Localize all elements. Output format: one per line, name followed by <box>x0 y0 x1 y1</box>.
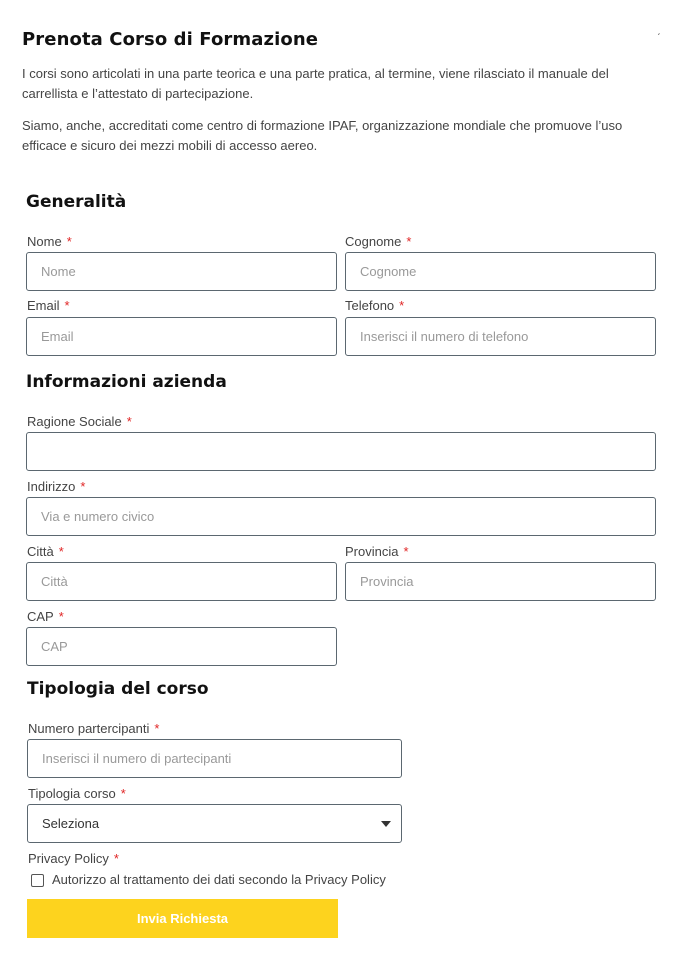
citta-input[interactable]: Città <box>26 562 337 601</box>
required-marker: * <box>120 786 126 801</box>
required-marker: * <box>154 721 160 736</box>
section-title-azienda: Informazioni azienda <box>26 372 227 392</box>
required-marker: * <box>113 851 119 866</box>
tipologia-corso-select[interactable] <box>27 804 402 843</box>
required-marker: * <box>80 479 86 494</box>
submit-button[interactable]: Invia Richiesta <box>27 899 338 938</box>
privacy-label: Privacy Policy * <box>28 851 119 866</box>
ragione-sociale-label: Ragione Sociale * <box>27 414 132 429</box>
section-title-corso: Tipologia del corso <box>27 679 209 699</box>
ragione-sociale-input[interactable] <box>26 432 656 471</box>
intro-paragraph-2: Siamo, anche, accreditati come centro di formazione IPAF, organizzazione mondiale che promuove l’uso efficace e sicuro dei mezzi mobili di accesso aereo. <box>22 118 623 153</box>
page-title: Prenota Corso di Formazione <box>22 29 319 50</box>
telefono-input[interactable]: Inserisci il numero di telefono <box>345 317 656 356</box>
nome-label: Nome * <box>27 234 72 249</box>
section-title-generalita: Generalità <box>26 192 127 212</box>
select-value: Seleziona <box>42 816 100 831</box>
cognome-label: Cognome * <box>345 234 412 249</box>
citta-label: Città * <box>27 544 64 559</box>
privacy-checkbox[interactable] <box>31 874 44 887</box>
partecipanti-label: Numero partercipanti * <box>28 721 160 736</box>
corner-mark: ˏ <box>657 25 661 36</box>
tipologia-label: Tipologia corso * <box>28 786 126 801</box>
email-input[interactable]: Email <box>26 317 337 356</box>
provincia-input[interactable]: Provincia <box>345 562 656 601</box>
chevron-down-icon <box>381 821 391 827</box>
required-marker: * <box>406 234 412 249</box>
required-marker: * <box>126 414 132 429</box>
indirizzo-input[interactable]: Via e numero civico <box>26 497 656 536</box>
email-label: Email * <box>27 298 70 313</box>
cap-label: CAP * <box>27 609 64 624</box>
required-marker: * <box>66 234 72 249</box>
required-marker: * <box>58 544 64 559</box>
intro-paragraph-1: I corsi sono articolati in una parte teorica e una parte pratica, al termine, viene rilasciato il manuale del carrellista e l’attestato di partecipazione. <box>22 66 609 101</box>
privacy-checkbox-label[interactable]: Autorizzo al trattamento dei dati secondo la Privacy Policy <box>52 872 386 887</box>
required-marker: * <box>399 298 405 313</box>
cognome-input[interactable]: Cognome <box>345 252 656 291</box>
nome-input[interactable]: Nome <box>26 252 337 291</box>
indirizzo-label: Indirizzo * <box>27 479 86 494</box>
required-marker: * <box>64 298 70 313</box>
cap-input[interactable]: CAP <box>26 627 337 666</box>
required-marker: * <box>58 609 64 624</box>
partecipanti-input[interactable]: Inserisci il numero di partecipanti <box>27 739 402 778</box>
telefono-label: Telefono * <box>345 298 405 313</box>
provincia-label: Provincia * <box>345 544 409 559</box>
required-marker: * <box>403 544 409 559</box>
